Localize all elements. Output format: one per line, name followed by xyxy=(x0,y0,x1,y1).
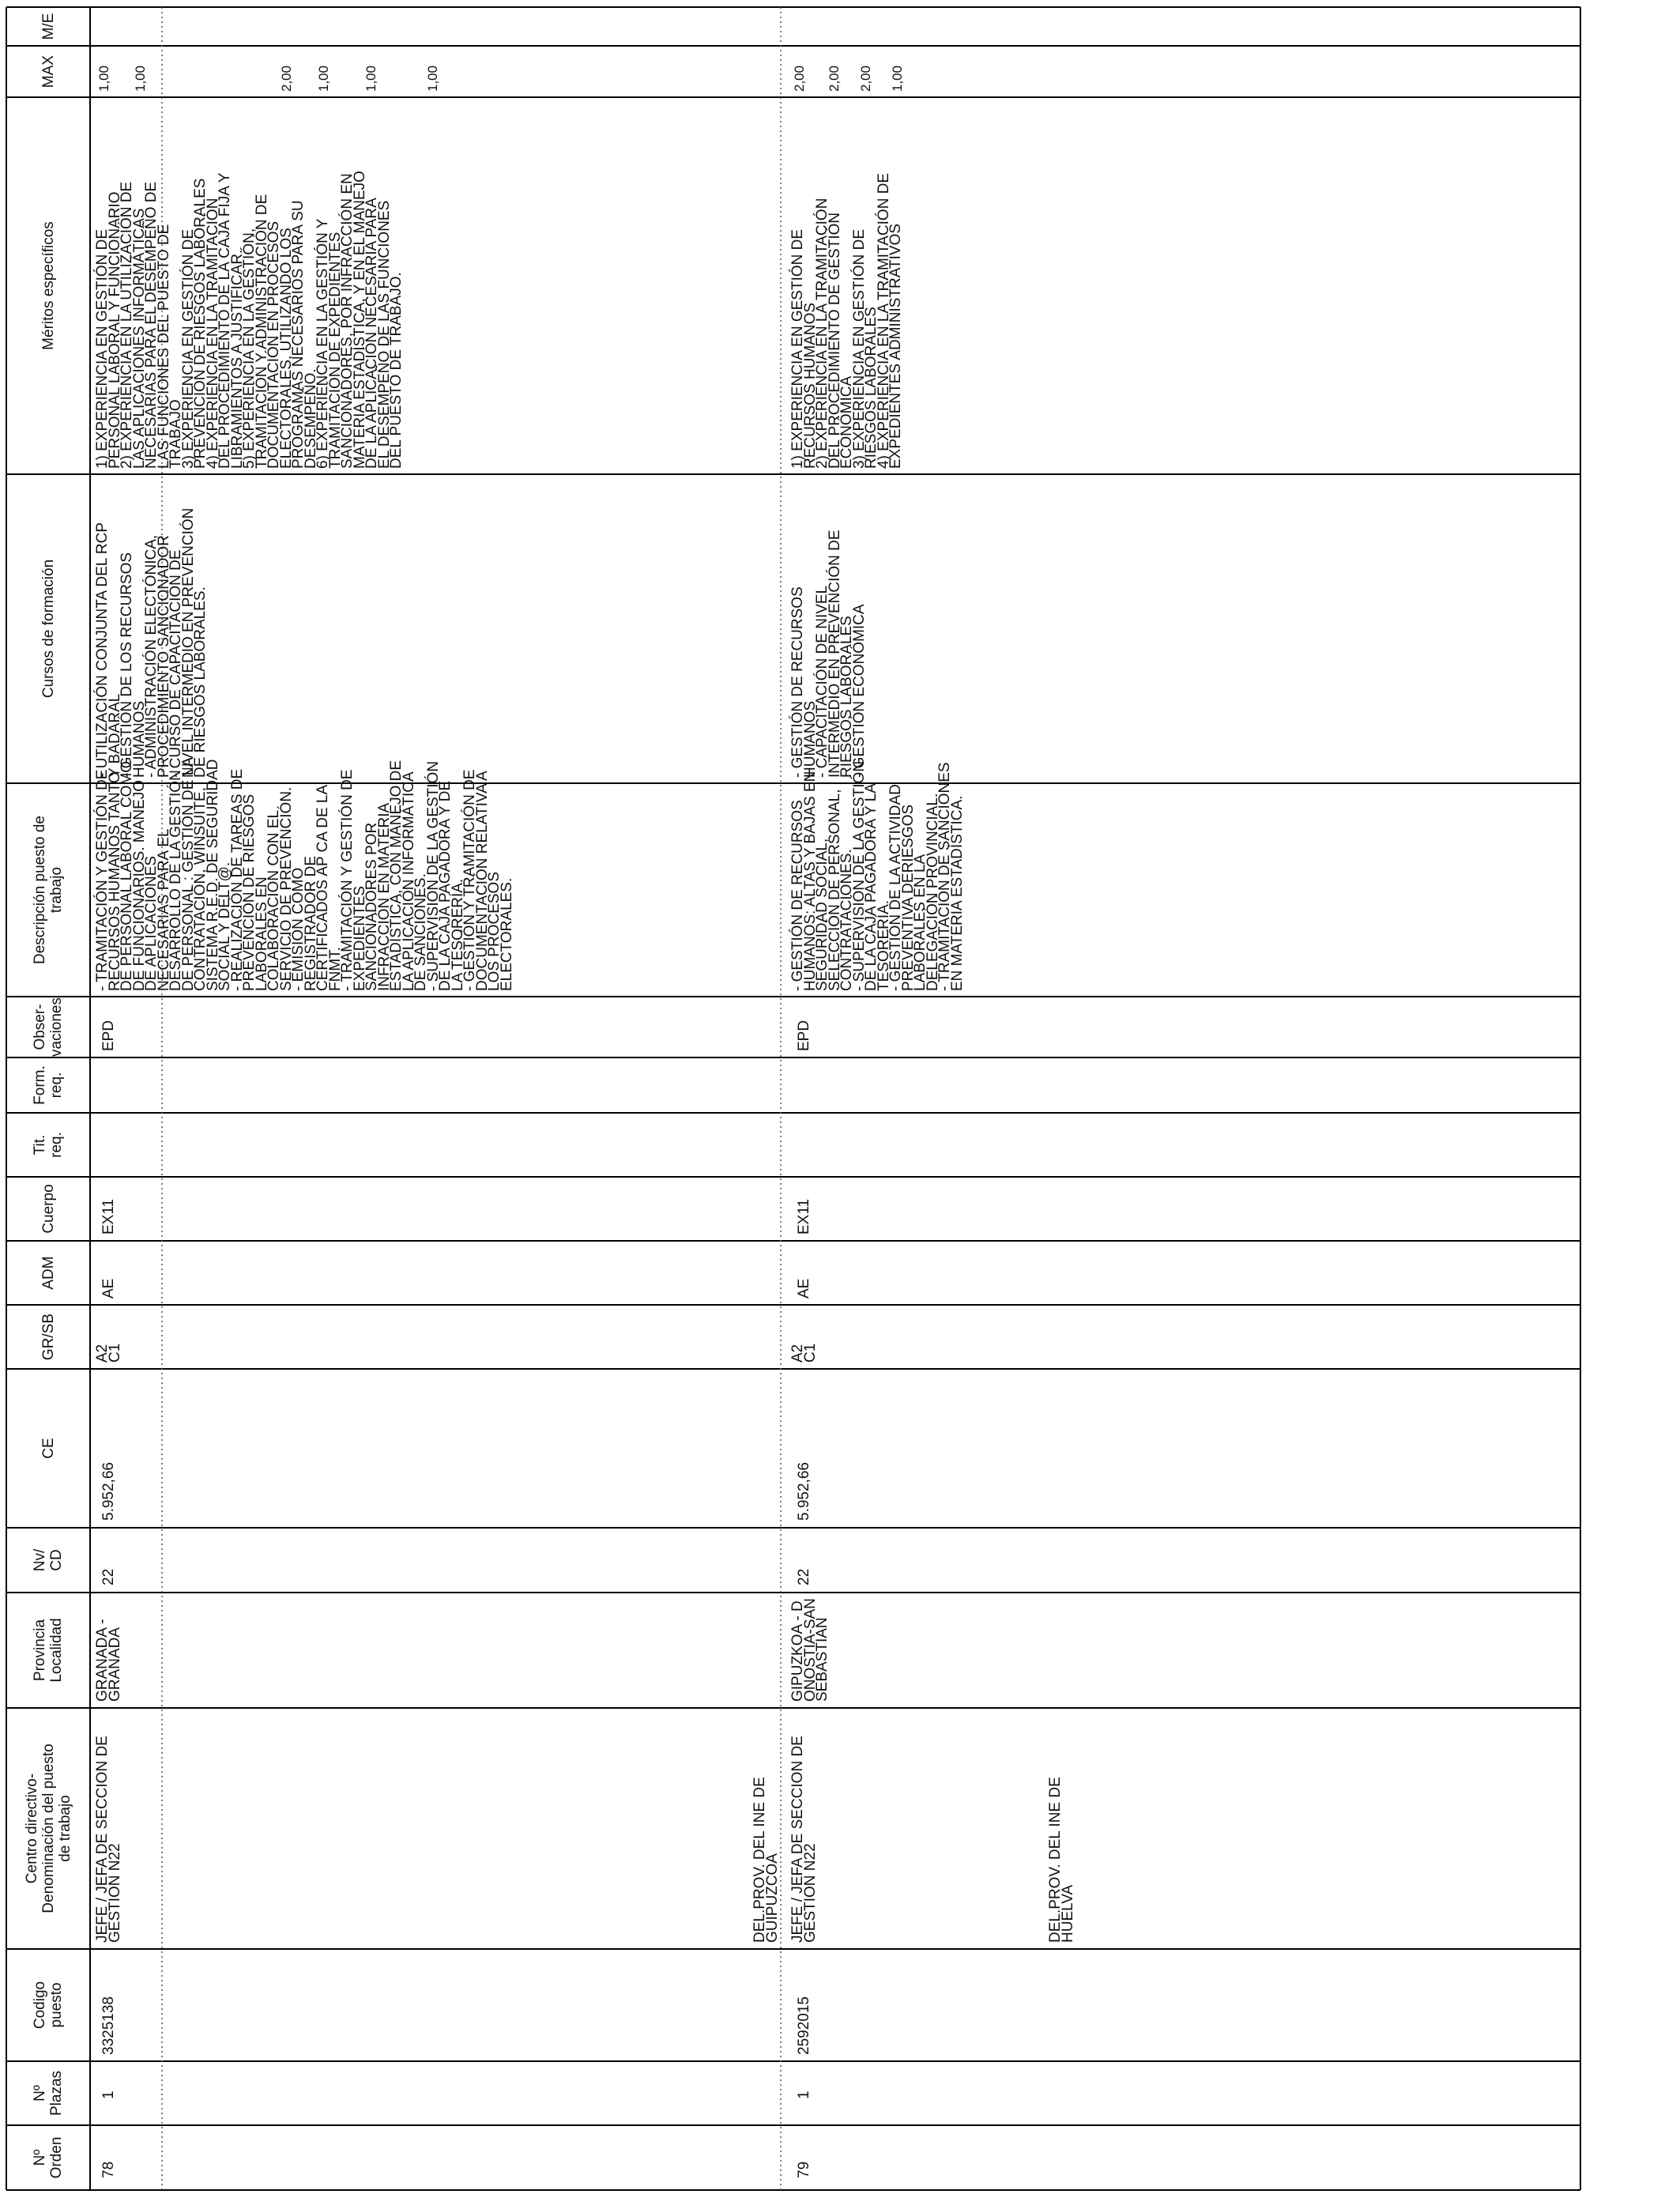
row-78-observaciones: EPD xyxy=(100,1020,117,1051)
row-78-meritos: 1) EXPERIENCIA EN GESTIÓN DE PERSONAL LABORAL Y FUNCIONARIO 2) EXPERIENCIA EN LA UTILIZACIÓN DE LAS APLICACIONES INFORMÁTICAS NECESARIAS PARA EL DESEMPEÑO DE LAS FUNCIONES DEL PUESTO DE TRABAJO 3) EXPERIENCIA EN GESTIÓN DE PREVENCIÓN DE RIESGOS LABORALES 4) EXPERIENCIA EN LA TRAMITACIÓN DEL PROCEDIMIENTO DE LA CAJA FIJA Y LIBRAMIENTOS A JUSTIFICAR. 5) EXPERIENCIA EN LA GESTIÓN, TRAMITACIÓN Y ADMINISTRACIÓN DE DOCUMENTACIÓN EN PROCESOS ELECTORALES, UTILIZANDO LOS PROGRAMAS NECESARIOS PARA SU DESEMPEÑO. 6) EXPERIENCIA EN LA GESTIÓN Y TRAMITACIÓN DE EXPEDIENTES SANCIONADORES, POR INFRACCIÓN EN MATERIA ESTADÍSTICA, Y EN EL MANEJO DE LA APLICACIÓN NECESARIA PARA EL DESEMPEÑO DE LAS FUNCIONES DEL PUESTO DE TRABAJO. xyxy=(94,171,405,469)
header-centro: Centro directivo- Denominación del puesto de trabajo xyxy=(23,1744,73,1913)
row-78-ce: 5.952,66 xyxy=(100,1462,117,1521)
row-79-adm: AE xyxy=(796,1278,812,1299)
row-79-cuerpo: EX11 xyxy=(796,1198,812,1235)
row-78-codigo: 3325138 xyxy=(100,1996,117,2055)
row-79-codigo: 2592015 xyxy=(796,1996,812,2055)
row-78-descripcion: - TRAMITACIÓN Y GESTIÓN DE RECURSOS HUMANOS TANTO DE PERSONAL LABORAL COMO DE FUNCIONARIOS. MANEJO DE APLICACIONES NECESARIAS PARA EL DESARROLLO DE LA GESTIÓN DE PERSONAL : GESTIÓN DE LA CONTRATACIÓN, WINSUITE, SISTEMA R.E.D. DE SEGURIDAD SOCIAL Y DELT@. - REALIZACIÓN DE TAREAS DE PREVENCIÓN DE RIESGOS LABORALES EN COLABORACIÓN CON EL SERVICIO DE PREVENCIÓN. - EMISIÓN COMO REGISTRADOR DE CERTIFICADOS AP CA DE LA FNMT. - TRAMITACIÓN Y GESTIÓN DE EXPEDIENTES SANCIONADORES POR INFRACCIÓN EN MATERIA ESTADÍSTICA, CON MANEJO DE LA APLICACIÓN INFORMÁTICA DE SANCIONES. - SUPERVISIÓN DE LA GESTIÓN DE LA CAJA PAGADORA Y DE LA TESORERÍA. - GESTIÓN Y TRAMITACIÓN DE DOCUMENTACIÓN RELATIVA A LOS PROCESOS ELECTORALES. xyxy=(94,757,515,991)
row-79-max-3: 2,00 xyxy=(858,65,873,92)
row-78-max-6: 1,00 xyxy=(425,65,440,92)
row-78-grupo: A2 C1 xyxy=(94,1343,123,1363)
header-formacion: Form. req. xyxy=(32,1065,65,1105)
row-78-puesto: JEFE / JEFA DE SECCION DE GESTION N22 xyxy=(94,1736,123,1943)
header-observaciones: Obser- vaciones xyxy=(32,997,65,1057)
row-78-centro-section: DEL.PROV. DEL INE DE HUELVA xyxy=(1047,1777,1076,1943)
row-78-cuerpo: EX11 xyxy=(100,1198,117,1235)
row-79-descripcion: - GESTIÓN DE RECURSOS HUMANOS: ALTAS Y BAJAS EN SEGURIDAD SOCIAL, SELECCIÓN DE PERSONAL, CONTRATACIONES. - SUPERVISIÓN DE LA GESTIÓN DE LA CAJA PAGADORA Y LA TESORERÍA. - GESTIÓN DE LA ACTIVIDAD PREVENTIVA DERIESGOS LABORALES EN LA DELEGACIÓN PROVINCIAL. - TRAMITACIÓN DE SANCIONES EN MATERIA ESTADÍSTICA. xyxy=(789,760,966,991)
row-79-meritos: 1) EXPERIENCIA EN GESTIÓN DE RECURSOS HUMANOS 2) EXPERIENCIA EN LA TRAMITACIÓN DEL PROCEDIMIENTO DE GESTIÓN ECONÓMICA 3) EXPERIENCIA EN GESTIÓN DE RIESGOS LABORALES 4) EXPERIENCIA EN LA TRAMITACIÓN DE EXPEDIENTES ADMINISTRATIVOS xyxy=(789,172,904,469)
header-grupo: GR/SB xyxy=(40,1313,57,1361)
row-79-orden: 79 xyxy=(796,2161,812,2178)
row-78-orden: 78 xyxy=(100,2161,117,2178)
row-78-adm: AE xyxy=(100,1278,117,1299)
header-plazas: Nº Plazas xyxy=(32,2070,65,2117)
header-provincia: Provincia Localidad xyxy=(32,1618,65,1683)
header-cursos: Cursos de formación xyxy=(40,559,57,699)
header-descripcion: Descripción puesto de trabajo xyxy=(32,816,65,964)
row-79-ce: 5.952,66 xyxy=(796,1462,812,1521)
row-78-max-2: 1,00 xyxy=(133,65,148,92)
row-79-puesto: JEFE / JEFA DE SECCION DE GESTION N22 xyxy=(789,1736,819,1943)
header-codigo: Codigo puesto xyxy=(32,1981,65,2030)
row-78-plazas: 1 xyxy=(100,2090,117,2099)
row-79-plazas: 1 xyxy=(796,2090,812,2099)
row-79-nivel: 22 xyxy=(796,1568,812,1585)
row-78-max-5: 1,00 xyxy=(363,65,379,92)
row-78-max-1: 1,00 xyxy=(96,65,111,92)
row-79-grupo: A2 C1 xyxy=(789,1343,819,1363)
row-78-max-4: 1,00 xyxy=(316,65,331,92)
row-79-observaciones: EPD xyxy=(796,1020,812,1051)
row-79-cursos: - GESTIÓN DE RECURSOS HUMANOS - CAPACITACIÓN DE NIVEL INTERMEDIO EN PREVENCIÓN DE RIESGOS LABORALES - GESTIÓN ECONÓMICA xyxy=(789,530,868,778)
row-77-centro-section: DEL.PROV. DEL INE DE GUIPUZCOA xyxy=(751,1777,781,1943)
header-orden: Nº Orden xyxy=(32,2136,65,2179)
row-79-max-2: 2,00 xyxy=(827,65,842,92)
row-78-nivel: 22 xyxy=(100,1568,117,1585)
header-me: M/E xyxy=(40,13,57,40)
row-78-provincia: GRANADA - GRANADA xyxy=(94,1619,123,1702)
header-adm: ADM xyxy=(40,1256,57,1290)
header-max: MAX xyxy=(40,55,57,89)
row-78-cursos: - UTILIZACIÓN CONJUNTA DEL RCP Y BADARAL - GESTIÓN DE LOS RECURSOS HUMANOS - ADMINISTRACIÓN ELECTÓNICA, PROCEDIMIENTO SANCIONADOR - CURSO DE CAPACITACIÓN DE NIVEL INTERMEDIO EN PREVENCIÓN DE RIESGOS LABORALES. xyxy=(94,507,209,778)
header-meritos: Méritos específicos xyxy=(40,221,57,350)
row-79-max-4: 1,00 xyxy=(890,65,905,92)
header-nivel: Nv/ CD xyxy=(32,1548,65,1572)
row-78-max-3: 2,00 xyxy=(279,65,294,92)
header-ce: CE xyxy=(40,1438,57,1459)
header-titulacion: Tit. req. xyxy=(32,1132,65,1158)
row-79-max-1: 2,00 xyxy=(792,65,807,92)
header-cuerpo: Cuerpo xyxy=(40,1184,57,1234)
row-79-provincia: GIPUZKOA - D ONOSTIA-SAN SEBASTIAN xyxy=(789,1598,831,1702)
